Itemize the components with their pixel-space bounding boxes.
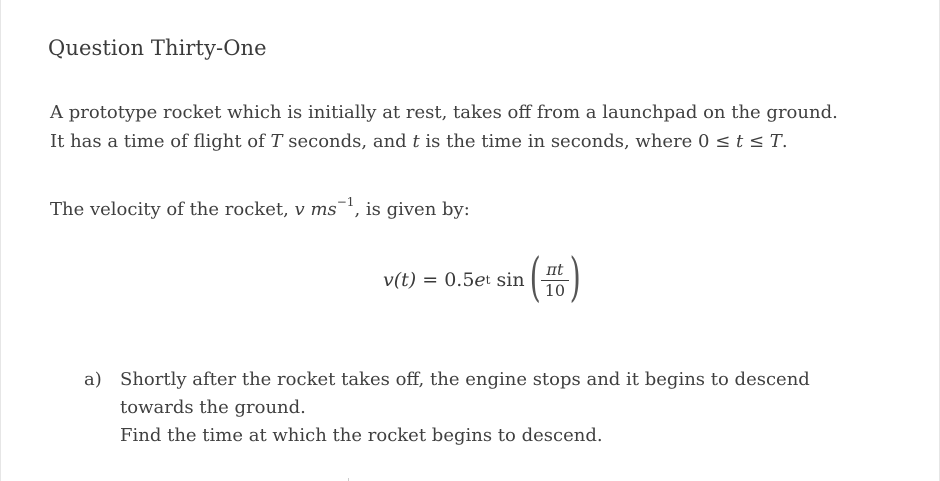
symbol-v: v	[294, 199, 305, 220]
velocity-equation	[383, 246, 585, 314]
part-a-text	[120, 366, 810, 450]
intro-line-2-post: is the time in seconds, where 0 ≤	[419, 131, 737, 152]
equation-e-exponent: t	[485, 273, 491, 287]
intro-line-2-le: ≤	[743, 131, 770, 152]
equation-e: e	[474, 269, 486, 291]
symbol-t: t	[412, 131, 420, 152]
part-a-line-3: Find the time at which the rocket begins to descend.	[120, 425, 603, 446]
intro-line-2	[50, 127, 838, 156]
intro-line-2-end: .	[781, 131, 788, 152]
fraction-denominator: 10	[544, 280, 566, 300]
velocity-post: , is given by:	[354, 199, 470, 220]
symbol-T-range: T	[769, 131, 782, 152]
velocity-statement	[50, 188, 470, 224]
fraction-numerator: πt	[546, 259, 564, 279]
equation-sin: sin	[490, 269, 525, 291]
equation-lhs: v(t)	[383, 269, 417, 291]
velocity-pre: The velocity of the rocket,	[50, 199, 295, 220]
part-a-line-2: towards the ground.	[120, 397, 306, 418]
symbol-T: T	[270, 131, 283, 152]
page-edge-left	[0, 0, 1, 481]
question-heading: Question Thirty-One	[48, 36, 267, 60]
left-paren: (	[529, 248, 541, 308]
part-a-label: a)	[84, 369, 102, 390]
part-a-line-1: Shortly after the rocket takes off, the engine stops and it begins to descend	[120, 369, 810, 390]
intro-paragraph	[50, 98, 838, 156]
intro-line-2-pre: It has a time of flight of	[50, 131, 271, 152]
symbol-t-range: t	[736, 131, 744, 152]
intro-line-1: A prototype rocket which is initially at rest, takes off from a launchpad on the ground.	[50, 102, 838, 123]
velocity-units: ms	[310, 199, 337, 220]
equation-equals-coefficient: = 0.5	[416, 269, 475, 291]
velocity-units-exponent: −1	[336, 195, 355, 209]
equation-fraction	[541, 260, 569, 301]
intro-line-2-mid: seconds, and	[282, 131, 413, 152]
right-paren: )	[569, 248, 581, 308]
